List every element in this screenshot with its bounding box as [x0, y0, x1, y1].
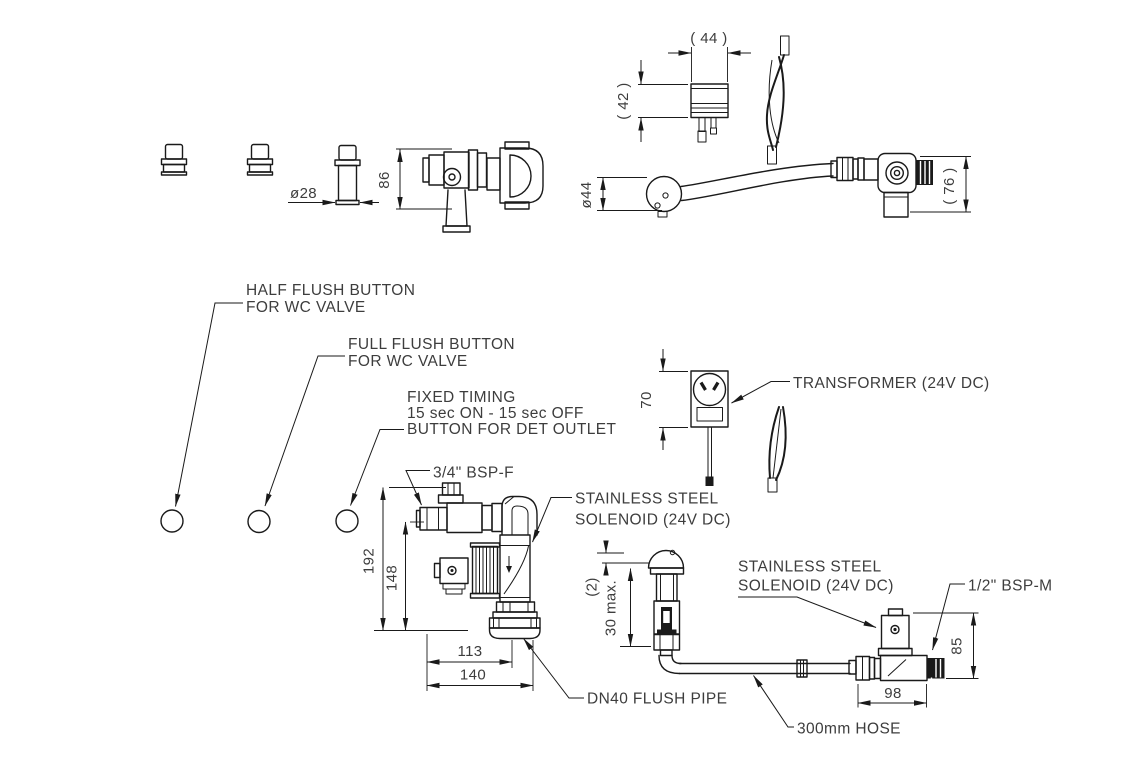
wc-flush-valve-front-view — [361, 465, 731, 708]
dim-btn-dia: ø28 — [290, 185, 318, 202]
transformer-label: TRANSFORMER (24V DC) — [793, 375, 990, 392]
half-flush-button-profile — [162, 145, 187, 176]
wc-solenoid-coil — [435, 543, 500, 598]
bsp-m-label: 1/2" BSP-M — [968, 577, 1053, 595]
sensor-hose-valve-top-view — [578, 154, 971, 218]
dim-det-30max: 30 max. — [602, 579, 620, 637]
dim-wc-140: 140 — [459, 666, 487, 684]
solenoid-valve-top-body — [864, 154, 933, 218]
flush-pipe-label: DN40 FLUSH PIPE — [587, 690, 728, 708]
full-flush-button-circle — [248, 511, 270, 533]
fixed-timing-leader-line — [351, 430, 405, 506]
solenoid2-label-line1: STAINLESS STEEL — [738, 558, 882, 576]
dim-transformer-width: ( 44 ) — [690, 30, 728, 47]
half-flush-button-circle — [161, 510, 183, 532]
det-outlet-assembly-front-view — [584, 541, 1053, 760]
bsp-f-label: 3/4" BSP-F — [433, 464, 515, 482]
valve-top-body — [423, 142, 543, 232]
socket-pin-slot-right — [714, 383, 719, 391]
dim-transformer-front-height: 70 — [638, 391, 655, 409]
solenoid2-label-line2: SOLENOID (24V DC) — [738, 577, 894, 595]
dim-transformer-height: ( 42 ) — [615, 82, 632, 120]
dim-sensor-diameter: ø44 — [578, 181, 595, 209]
half-flush-label-line2: FOR WC VALVE — [246, 299, 366, 316]
dim-wc-148: 148 — [383, 564, 401, 592]
dim-valve-76: ( 76 ) — [941, 167, 958, 205]
flush-pipe-nut — [490, 602, 541, 639]
full-flush-button-profile — [248, 145, 273, 176]
timed-button-circle — [336, 510, 358, 532]
full-flush-label-line1: FULL FLUSH BUTTON — [348, 336, 515, 353]
det-push-button — [649, 550, 684, 655]
solenoid2-leader-line — [738, 597, 876, 628]
full-flush-leader-line — [265, 356, 345, 506]
timed-button-profile — [335, 146, 360, 205]
folded-cable — [767, 36, 789, 164]
folded-cable-2 — [768, 407, 786, 492]
button-callouts — [161, 282, 616, 533]
flush-buttons-side-view — [162, 145, 380, 205]
solenoid1-label-line1: STAINLESS STEEL — [575, 490, 719, 508]
dim-wc-113: 113 — [457, 643, 483, 660]
solenoid1-leader-line — [533, 498, 573, 543]
dim-sol-98: 98 — [884, 685, 902, 702]
fixed-timing-label-line3: BUTTON FOR DET OUTLET — [407, 421, 617, 438]
half-flush-leader-line — [176, 303, 244, 507]
fixed-timing-label-line1: FIXED TIMING — [407, 389, 516, 406]
dim-det-2: (2) — [583, 577, 601, 597]
button-diameter-dimension — [288, 185, 379, 203]
fixed-timing-label-line2: 15 sec ON - 15 sec OFF — [407, 405, 584, 422]
full-flush-label-line2: FOR WC VALVE — [348, 353, 468, 370]
transformer-top-body — [691, 84, 728, 142]
hose-leader-line — [754, 676, 795, 728]
transformer-front-body — [691, 371, 728, 486]
dim-sol-85: 85 — [948, 637, 966, 655]
transformer-top-view — [615, 30, 789, 164]
dim-valve-86: 86 — [376, 171, 393, 189]
elbow-and-hose-pipe — [659, 656, 850, 678]
hose-label: 300mm HOSE — [797, 720, 901, 738]
half-flush-label-line1: HALF FLUSH BUTTON — [246, 282, 416, 299]
transformer-leader-line — [732, 382, 791, 404]
transformer-front-view — [638, 349, 990, 492]
solenoid1-label-line2: SOLENOID (24V DC) — [575, 511, 731, 529]
wc-valve-top-view — [376, 142, 543, 232]
dim-wc-192: 192 — [360, 547, 378, 575]
socket-pin-slot-left — [701, 383, 706, 391]
